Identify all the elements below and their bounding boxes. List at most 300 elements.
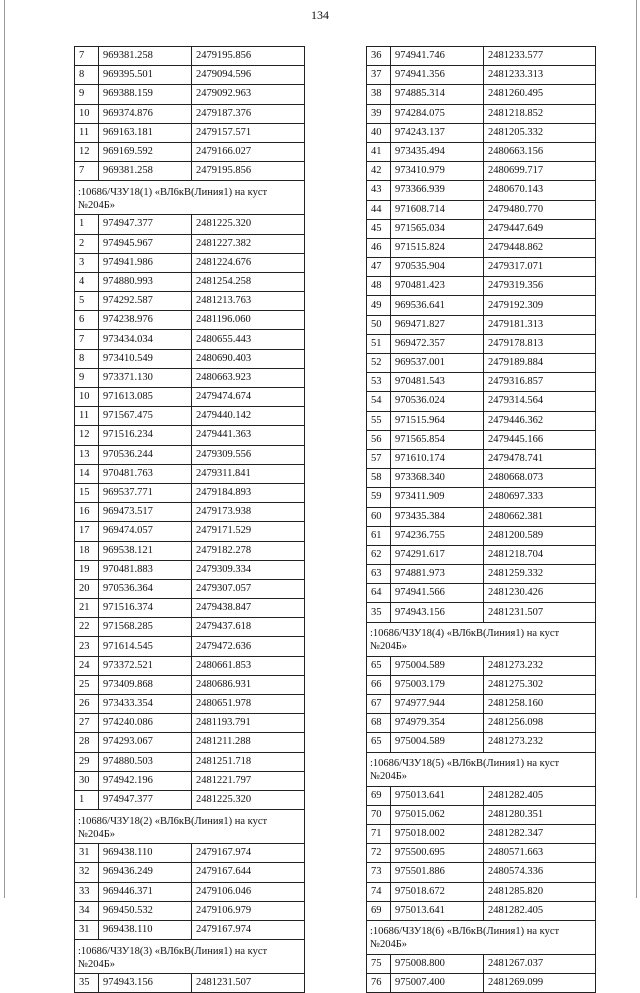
x-coordinate-cell: 971567.475 bbox=[99, 407, 192, 426]
y-coordinate-cell: 2479437.618 bbox=[192, 618, 305, 637]
y-coordinate-cell: 2481275.302 bbox=[484, 675, 596, 694]
y-coordinate-cell: 2481231.507 bbox=[484, 603, 596, 622]
y-coordinate-cell: 2481233.577 bbox=[484, 47, 596, 66]
x-coordinate-cell: 975015.062 bbox=[391, 805, 484, 824]
x-coordinate-cell: 973435.384 bbox=[391, 507, 484, 526]
y-coordinate-cell: 2479472.636 bbox=[192, 637, 305, 656]
point-number-cell: 34 bbox=[75, 901, 99, 920]
table-row bbox=[367, 584, 596, 603]
page-number: 134 bbox=[311, 8, 329, 22]
point-number-cell: 61 bbox=[367, 526, 391, 545]
table-row bbox=[75, 483, 305, 502]
y-coordinate-cell: 2479173.938 bbox=[192, 503, 305, 522]
x-coordinate-cell: 974941.356 bbox=[391, 66, 484, 85]
y-coordinate-cell: 2481221.797 bbox=[192, 771, 305, 790]
x-coordinate-cell: 974979.354 bbox=[391, 714, 484, 733]
x-coordinate-cell: 970481.883 bbox=[99, 560, 192, 579]
x-coordinate-cell: 974885.314 bbox=[391, 85, 484, 104]
y-coordinate-cell: 2481227.382 bbox=[192, 234, 305, 253]
point-number-cell: 46 bbox=[367, 238, 391, 257]
point-number-cell: 7 bbox=[75, 330, 99, 349]
point-number-cell: 43 bbox=[367, 181, 391, 200]
x-coordinate-cell: 974880.503 bbox=[99, 752, 192, 771]
y-coordinate-cell: 2481256.098 bbox=[484, 714, 596, 733]
point-number-cell: 64 bbox=[367, 584, 391, 603]
x-coordinate-cell: 970535.904 bbox=[391, 258, 484, 277]
point-number-cell: 54 bbox=[367, 392, 391, 411]
point-number-cell: 18 bbox=[75, 541, 99, 560]
x-coordinate-cell: 969436.249 bbox=[99, 863, 192, 882]
table-row bbox=[75, 522, 305, 541]
table-row bbox=[75, 618, 305, 637]
x-coordinate-cell: 974943.156 bbox=[99, 974, 192, 993]
y-coordinate-cell: 2481218.852 bbox=[484, 104, 596, 123]
y-coordinate-cell: 2479446.362 bbox=[484, 411, 596, 430]
table-row bbox=[367, 296, 596, 315]
x-coordinate-cell: 975003.179 bbox=[391, 675, 484, 694]
table-row bbox=[75, 882, 305, 901]
x-coordinate-cell: 974292.587 bbox=[99, 292, 192, 311]
point-number-cell: 67 bbox=[367, 695, 391, 714]
table-row bbox=[75, 771, 305, 790]
x-coordinate-cell: 975008.800 bbox=[391, 954, 484, 973]
point-number-cell: 49 bbox=[367, 296, 391, 315]
table-row bbox=[367, 162, 596, 181]
point-number-cell: 12 bbox=[75, 142, 99, 161]
table-row bbox=[75, 66, 305, 85]
table-row bbox=[367, 675, 596, 694]
x-coordinate-cell: 973435.494 bbox=[391, 142, 484, 161]
y-coordinate-cell: 2479106.046 bbox=[192, 882, 305, 901]
table-row bbox=[75, 388, 305, 407]
y-coordinate-cell: 2481267.037 bbox=[484, 954, 596, 973]
table-row bbox=[367, 392, 596, 411]
y-coordinate-cell: 2480686.931 bbox=[192, 675, 305, 694]
x-coordinate-cell: 969537.001 bbox=[391, 354, 484, 373]
y-coordinate-cell: 2481211.288 bbox=[192, 733, 305, 752]
point-number-cell: 6 bbox=[75, 311, 99, 330]
point-number-cell: 26 bbox=[75, 695, 99, 714]
y-coordinate-cell: 2479309.334 bbox=[192, 560, 305, 579]
y-coordinate-cell: 2479317.071 bbox=[484, 258, 596, 277]
table-row bbox=[367, 277, 596, 296]
x-coordinate-cell: 969438.110 bbox=[99, 920, 192, 939]
point-number-cell: 31 bbox=[75, 920, 99, 939]
table-row bbox=[367, 565, 596, 584]
point-number-cell: 38 bbox=[367, 85, 391, 104]
x-coordinate-cell: 971610.174 bbox=[391, 449, 484, 468]
x-coordinate-cell: 970536.364 bbox=[99, 579, 192, 598]
table-row bbox=[367, 603, 596, 622]
table-row bbox=[367, 733, 596, 752]
point-number-cell: 12 bbox=[75, 426, 99, 445]
x-coordinate-cell: 969381.258 bbox=[99, 162, 192, 181]
y-coordinate-cell: 2481233.313 bbox=[484, 66, 596, 85]
y-coordinate-cell: 2481282.405 bbox=[484, 901, 596, 920]
table-row bbox=[367, 449, 596, 468]
x-coordinate-cell: 973409.868 bbox=[99, 675, 192, 694]
x-coordinate-cell: 975004.589 bbox=[391, 733, 484, 752]
point-number-cell: 45 bbox=[367, 219, 391, 238]
point-number-cell: 36 bbox=[367, 47, 391, 66]
x-coordinate-cell: 971613.085 bbox=[99, 388, 192, 407]
table-row bbox=[367, 954, 596, 973]
x-coordinate-cell: 969538.121 bbox=[99, 541, 192, 560]
y-coordinate-cell: 2479195.856 bbox=[192, 162, 305, 181]
x-coordinate-cell: 971515.964 bbox=[391, 411, 484, 430]
x-coordinate-cell: 970536.024 bbox=[391, 392, 484, 411]
table-row bbox=[75, 560, 305, 579]
table-row bbox=[75, 349, 305, 368]
x-coordinate-cell: 974236.755 bbox=[391, 526, 484, 545]
table-row bbox=[367, 354, 596, 373]
y-coordinate-cell: 2481251.718 bbox=[192, 752, 305, 771]
y-coordinate-cell: 2479438.847 bbox=[192, 599, 305, 618]
table-row bbox=[367, 824, 596, 843]
y-coordinate-cell: 2479184.893 bbox=[192, 483, 305, 502]
y-coordinate-cell: 2479316.857 bbox=[484, 373, 596, 392]
y-coordinate-cell: 2480662.381 bbox=[484, 507, 596, 526]
table-row bbox=[75, 407, 305, 426]
point-number-cell: 63 bbox=[367, 565, 391, 584]
y-coordinate-cell: 2479195.856 bbox=[192, 47, 305, 66]
table-row bbox=[75, 920, 305, 939]
x-coordinate-cell: 973410.549 bbox=[99, 349, 192, 368]
section-title: :10686/ЧЗУ18(2) «ВЛ6кВ(Линия1) на куст №204Б» bbox=[75, 810, 305, 844]
x-coordinate-cell: 969471.827 bbox=[391, 315, 484, 334]
point-number-cell: 22 bbox=[75, 618, 99, 637]
point-number-cell: 68 bbox=[367, 714, 391, 733]
table-row bbox=[75, 426, 305, 445]
y-coordinate-cell: 2479157.571 bbox=[192, 123, 305, 142]
y-coordinate-cell: 2481260.495 bbox=[484, 85, 596, 104]
y-coordinate-cell: 2479181.313 bbox=[484, 315, 596, 334]
table-row bbox=[367, 238, 596, 257]
table-row bbox=[367, 469, 596, 488]
table-row bbox=[367, 844, 596, 863]
point-number-cell: 23 bbox=[75, 637, 99, 656]
y-coordinate-cell: 2481285.820 bbox=[484, 882, 596, 901]
x-coordinate-cell: 969446.371 bbox=[99, 882, 192, 901]
y-coordinate-cell: 2479447.649 bbox=[484, 219, 596, 238]
y-coordinate-cell: 2480663.923 bbox=[192, 368, 305, 387]
point-number-cell: 76 bbox=[367, 974, 391, 993]
x-coordinate-cell: 974291.617 bbox=[391, 545, 484, 564]
x-coordinate-cell: 974238.976 bbox=[99, 311, 192, 330]
point-number-cell: 19 bbox=[75, 560, 99, 579]
table-row bbox=[75, 272, 305, 291]
y-coordinate-cell: 2479106.979 bbox=[192, 901, 305, 920]
y-coordinate-cell: 2481231.507 bbox=[192, 974, 305, 993]
point-number-cell: 15 bbox=[75, 483, 99, 502]
table-row bbox=[75, 85, 305, 104]
point-number-cell: 1 bbox=[75, 790, 99, 809]
y-coordinate-cell: 2479314.564 bbox=[484, 392, 596, 411]
table-row bbox=[367, 85, 596, 104]
y-coordinate-cell: 2481254.258 bbox=[192, 272, 305, 291]
x-coordinate-cell: 971565.034 bbox=[391, 219, 484, 238]
table-row bbox=[75, 142, 305, 161]
y-coordinate-cell: 2480668.073 bbox=[484, 469, 596, 488]
x-coordinate-cell: 975013.641 bbox=[391, 786, 484, 805]
point-number-cell: 59 bbox=[367, 488, 391, 507]
x-coordinate-cell: 974943.156 bbox=[391, 603, 484, 622]
point-number-cell: 57 bbox=[367, 449, 391, 468]
x-coordinate-cell: 973372.521 bbox=[99, 656, 192, 675]
x-coordinate-cell: 974293.067 bbox=[99, 733, 192, 752]
section-header-row bbox=[75, 940, 305, 974]
point-number-cell: 55 bbox=[367, 411, 391, 430]
point-number-cell: 27 bbox=[75, 714, 99, 733]
y-coordinate-cell: 2480655.443 bbox=[192, 330, 305, 349]
x-coordinate-cell: 970481.423 bbox=[391, 277, 484, 296]
point-number-cell: 60 bbox=[367, 507, 391, 526]
table-row bbox=[75, 215, 305, 234]
y-coordinate-cell: 2481280.351 bbox=[484, 805, 596, 824]
table-row bbox=[75, 330, 305, 349]
y-coordinate-cell: 2481213.763 bbox=[192, 292, 305, 311]
coordinates-table-right bbox=[366, 46, 596, 993]
x-coordinate-cell: 975007.400 bbox=[391, 974, 484, 993]
coordinates-table-left bbox=[74, 46, 305, 993]
point-number-cell: 9 bbox=[75, 368, 99, 387]
y-coordinate-cell: 2479192.309 bbox=[484, 296, 596, 315]
point-number-cell: 25 bbox=[75, 675, 99, 694]
x-coordinate-cell: 969381.258 bbox=[99, 47, 192, 66]
point-number-cell: 3 bbox=[75, 253, 99, 272]
x-coordinate-cell: 969537.771 bbox=[99, 483, 192, 502]
point-number-cell: 32 bbox=[75, 863, 99, 882]
x-coordinate-cell: 974243.137 bbox=[391, 123, 484, 142]
table-row bbox=[367, 863, 596, 882]
point-number-cell: 44 bbox=[367, 200, 391, 219]
y-coordinate-cell: 2479187.376 bbox=[192, 104, 305, 123]
y-coordinate-cell: 2481259.332 bbox=[484, 565, 596, 584]
point-number-cell: 42 bbox=[367, 162, 391, 181]
x-coordinate-cell: 973411.909 bbox=[391, 488, 484, 507]
point-number-cell: 70 bbox=[367, 805, 391, 824]
point-number-cell: 8 bbox=[75, 349, 99, 368]
x-coordinate-cell: 974947.377 bbox=[99, 215, 192, 234]
y-coordinate-cell: 2481196.060 bbox=[192, 311, 305, 330]
point-number-cell: 56 bbox=[367, 430, 391, 449]
table-row bbox=[367, 786, 596, 805]
y-coordinate-cell: 2479166.027 bbox=[192, 142, 305, 161]
point-number-cell: 29 bbox=[75, 752, 99, 771]
table-row bbox=[367, 66, 596, 85]
x-coordinate-cell: 975018.002 bbox=[391, 824, 484, 843]
y-coordinate-cell: 2481224.676 bbox=[192, 253, 305, 272]
table-row bbox=[367, 142, 596, 161]
y-coordinate-cell: 2479445.166 bbox=[484, 430, 596, 449]
point-number-cell: 4 bbox=[75, 272, 99, 291]
section-title: :10686/ЧЗУ18(5) «ВЛ6кВ(Линия1) на куст №204Б» bbox=[367, 752, 596, 786]
x-coordinate-cell: 973410.979 bbox=[391, 162, 484, 181]
point-number-cell: 69 bbox=[367, 901, 391, 920]
table-row bbox=[367, 373, 596, 392]
x-coordinate-cell: 969163.181 bbox=[99, 123, 192, 142]
table-row bbox=[367, 805, 596, 824]
y-coordinate-cell: 2480699.717 bbox=[484, 162, 596, 181]
point-number-cell: 75 bbox=[367, 954, 391, 973]
section-title: :10686/ЧЗУ18(6) «ВЛ6кВ(Линия1) на куст №204Б» bbox=[367, 920, 596, 954]
table-row bbox=[367, 507, 596, 526]
table-row bbox=[75, 714, 305, 733]
x-coordinate-cell: 970481.543 bbox=[391, 373, 484, 392]
table-row bbox=[367, 714, 596, 733]
point-number-cell: 65 bbox=[367, 656, 391, 675]
x-coordinate-cell: 971565.854 bbox=[391, 430, 484, 449]
x-coordinate-cell: 975013.641 bbox=[391, 901, 484, 920]
x-coordinate-cell: 970481.763 bbox=[99, 464, 192, 483]
table-row bbox=[75, 579, 305, 598]
table-row bbox=[367, 901, 596, 920]
x-coordinate-cell: 969438.110 bbox=[99, 844, 192, 863]
x-coordinate-cell: 975004.589 bbox=[391, 656, 484, 675]
point-number-cell: 30 bbox=[75, 771, 99, 790]
section-header-row bbox=[75, 181, 305, 215]
table-row bbox=[75, 790, 305, 809]
x-coordinate-cell: 973368.340 bbox=[391, 469, 484, 488]
section-title: :10686/ЧЗУ18(3) «ВЛ6кВ(Линия1) на куст №204Б» bbox=[75, 940, 305, 974]
x-coordinate-cell: 969374.876 bbox=[99, 104, 192, 123]
y-coordinate-cell: 2480690.403 bbox=[192, 349, 305, 368]
x-coordinate-cell: 974942.196 bbox=[99, 771, 192, 790]
y-coordinate-cell: 2480670.143 bbox=[484, 181, 596, 200]
y-coordinate-cell: 2481205.332 bbox=[484, 123, 596, 142]
table-row bbox=[75, 733, 305, 752]
point-number-cell: 51 bbox=[367, 334, 391, 353]
y-coordinate-cell: 2481200.589 bbox=[484, 526, 596, 545]
table-row bbox=[75, 445, 305, 464]
x-coordinate-cell: 975501.886 bbox=[391, 863, 484, 882]
table-row bbox=[75, 123, 305, 142]
point-number-cell: 20 bbox=[75, 579, 99, 598]
table-row bbox=[75, 637, 305, 656]
table-row bbox=[75, 162, 305, 181]
x-coordinate-cell: 974977.944 bbox=[391, 695, 484, 714]
y-coordinate-cell: 2481282.405 bbox=[484, 786, 596, 805]
point-number-cell: 13 bbox=[75, 445, 99, 464]
section-header-row bbox=[367, 920, 596, 954]
point-number-cell: 35 bbox=[367, 603, 391, 622]
table-row bbox=[367, 258, 596, 277]
table-row bbox=[367, 488, 596, 507]
y-coordinate-cell: 2479182.278 bbox=[192, 541, 305, 560]
table-row bbox=[75, 863, 305, 882]
y-coordinate-cell: 2479478.741 bbox=[484, 449, 596, 468]
y-coordinate-cell: 2481193.791 bbox=[192, 714, 305, 733]
x-coordinate-cell: 971614.545 bbox=[99, 637, 192, 656]
y-coordinate-cell: 2479441.363 bbox=[192, 426, 305, 445]
point-number-cell: 37 bbox=[367, 66, 391, 85]
point-number-cell: 14 bbox=[75, 464, 99, 483]
table-row bbox=[367, 430, 596, 449]
table-row bbox=[75, 503, 305, 522]
y-coordinate-cell: 2479311.841 bbox=[192, 464, 305, 483]
y-coordinate-cell: 2481218.704 bbox=[484, 545, 596, 564]
point-number-cell: 7 bbox=[75, 162, 99, 181]
table-row bbox=[75, 599, 305, 618]
y-coordinate-cell: 2479440.142 bbox=[192, 407, 305, 426]
point-number-cell: 74 bbox=[367, 882, 391, 901]
table-row bbox=[75, 104, 305, 123]
table-row bbox=[75, 752, 305, 771]
table-row bbox=[367, 123, 596, 142]
table-row bbox=[367, 882, 596, 901]
table-row bbox=[367, 219, 596, 238]
table-row bbox=[367, 315, 596, 334]
x-coordinate-cell: 969169.592 bbox=[99, 142, 192, 161]
y-coordinate-cell: 2481273.232 bbox=[484, 656, 596, 675]
section-title: :10686/ЧЗУ18(1) «ВЛ6кВ(Линия1) на куст №204Б» bbox=[75, 181, 305, 215]
point-number-cell: 41 bbox=[367, 142, 391, 161]
point-number-cell: 73 bbox=[367, 863, 391, 882]
x-coordinate-cell: 971516.234 bbox=[99, 426, 192, 445]
point-number-cell: 33 bbox=[75, 882, 99, 901]
table-row bbox=[367, 974, 596, 993]
table-row bbox=[75, 234, 305, 253]
y-coordinate-cell: 2479309.556 bbox=[192, 445, 305, 464]
table-row bbox=[75, 695, 305, 714]
table-row bbox=[75, 311, 305, 330]
table-row bbox=[367, 411, 596, 430]
table-row bbox=[367, 545, 596, 564]
table-row bbox=[75, 901, 305, 920]
point-number-cell: 31 bbox=[75, 844, 99, 863]
table-row bbox=[367, 200, 596, 219]
point-number-cell: 11 bbox=[75, 407, 99, 426]
point-number-cell: 28 bbox=[75, 733, 99, 752]
y-coordinate-cell: 2481230.426 bbox=[484, 584, 596, 603]
point-number-cell: 40 bbox=[367, 123, 391, 142]
x-coordinate-cell: 974945.967 bbox=[99, 234, 192, 253]
point-number-cell: 1 bbox=[75, 215, 99, 234]
point-number-cell: 69 bbox=[367, 786, 391, 805]
point-number-cell: 10 bbox=[75, 388, 99, 407]
table-row bbox=[75, 844, 305, 863]
table-row bbox=[75, 368, 305, 387]
point-number-cell: 9 bbox=[75, 85, 99, 104]
x-coordinate-cell: 969472.357 bbox=[391, 334, 484, 353]
x-coordinate-cell: 969395.501 bbox=[99, 66, 192, 85]
point-number-cell: 21 bbox=[75, 599, 99, 618]
x-coordinate-cell: 971568.285 bbox=[99, 618, 192, 637]
scan-edge-right bbox=[636, 0, 637, 898]
table-row bbox=[75, 675, 305, 694]
table-row bbox=[367, 695, 596, 714]
x-coordinate-cell: 973433.354 bbox=[99, 695, 192, 714]
y-coordinate-cell: 2481269.099 bbox=[484, 974, 596, 993]
y-coordinate-cell: 2479448.862 bbox=[484, 238, 596, 257]
table-row bbox=[367, 334, 596, 353]
point-number-cell: 58 bbox=[367, 469, 391, 488]
x-coordinate-cell: 975018.672 bbox=[391, 882, 484, 901]
x-coordinate-cell: 973366.939 bbox=[391, 181, 484, 200]
table-row bbox=[367, 104, 596, 123]
section-header-row bbox=[367, 622, 596, 656]
y-coordinate-cell: 2481282.347 bbox=[484, 824, 596, 843]
point-number-cell: 53 bbox=[367, 373, 391, 392]
x-coordinate-cell: 973371.130 bbox=[99, 368, 192, 387]
point-number-cell: 17 bbox=[75, 522, 99, 541]
point-number-cell: 7 bbox=[75, 47, 99, 66]
x-coordinate-cell: 969450.532 bbox=[99, 901, 192, 920]
x-coordinate-cell: 974880.993 bbox=[99, 272, 192, 291]
y-coordinate-cell: 2481258.160 bbox=[484, 695, 596, 714]
table-row bbox=[75, 292, 305, 311]
point-number-cell: 16 bbox=[75, 503, 99, 522]
